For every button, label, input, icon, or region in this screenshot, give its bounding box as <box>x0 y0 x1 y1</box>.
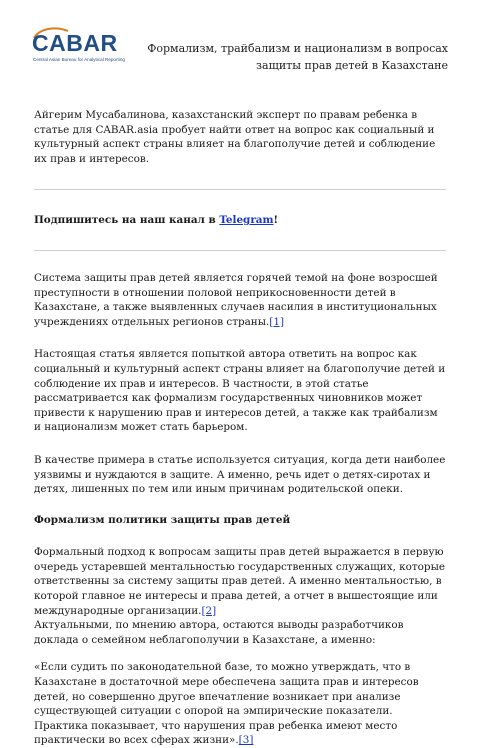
paragraph-4-continuation: Актуальными, по мнению автора, остаются выводы разработчиков доклада о семейном неблагополучии в Казахстане, а именно: <box>34 619 404 646</box>
cabar-logo[interactable] <box>30 30 130 74</box>
quote-text: «Если судить по законодательной базе, то можно утверждать, что в Казахстане в достаточной мере обеспечена защита прав и интересов детей, но совершенно другое впечатление возникает при анализе существующей ситуации с опорой на эмпирические показатели. Практика показывает, что нарушения прав ребенка имеют место практически во всех сферах жизни». <box>34 661 419 747</box>
paragraph-2: Настоящая статья является попыткой автора ответить на вопрос как социальный и культурный аспект страны влияет на благополучие детей и соблюдение их прав и интересов. В частности, в этой статье рассматривается как формализм государственных чиновников может привести к нарушению прав и интересов детей, а также как трайбализм и национализм может стать барьером. <box>34 348 446 434</box>
paragraph-1 <box>34 271 446 329</box>
subscribe-line <box>34 213 446 228</box>
divider-top <box>34 189 446 190</box>
paragraph-1-text: Система защиты прав детей является горячей темой на фоне возросшей преступности в отношении половой неприкосновенности детей в Казахстане, а также выявленных случаев насилия в институциональных учреждениях отдельных регионов страны. <box>34 271 438 328</box>
quote-paragraph <box>34 660 446 748</box>
logo-text: CABAR <box>32 30 118 56</box>
subscribe-suffix: ! <box>273 214 279 227</box>
divider-bottom <box>34 250 446 251</box>
footnote-link-2[interactable]: [2] <box>201 604 217 617</box>
article-title: Формализм, трайбализм и национализм в вопросах защиты прав детей в Казахстане <box>147 42 448 72</box>
logo-subtitle: Central Asian Bureau for Analytical Reporting <box>33 57 125 62</box>
telegram-link[interactable]: Telegram <box>219 214 274 227</box>
paragraph-3: В качестве примера в статье используется ситуация, когда дети наиболее уязвимы и нуждаются в защите. А именно, речь идет о детях-сиротах и детях, лишенных по тем или иным причинам родительской опеки. <box>34 453 446 496</box>
subscribe-prefix: Подпишитесь на наш канал в <box>34 214 220 227</box>
paragraph-4 <box>34 545 446 647</box>
footnote-link-1[interactable]: [1] <box>269 315 285 328</box>
intro-paragraph: Айгерим Мусабалинова, казахстанский эксперт по правам ребенка в статье для CABAR.asia пробует найти ответ на вопрос как социальный и культурный аспект страны влияет на благополучие детей и соблюдение их прав и интересов. <box>34 109 436 165</box>
page-header <box>30 26 450 76</box>
article-body <box>34 108 446 748</box>
section-heading: Формализм политики защиты прав детей <box>34 513 291 526</box>
paragraph-4-text: Формальный подход к вопросам защиты прав детей выражается в первую очередь устаревшей ментальностью государственных служащих, которые ответственны за систему защиты прав детей. А именно ментальностью, в которой главное не интересы и права детей, а отчет в вышестоящие или международные организации. <box>34 546 445 617</box>
footnote-link-3[interactable]: [3] <box>238 734 254 747</box>
